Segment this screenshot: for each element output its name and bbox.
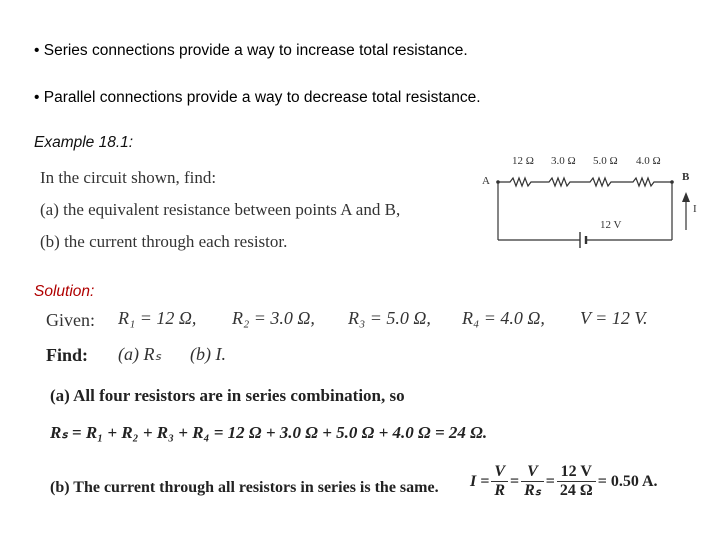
part-a-equation: Rₛ = R₁ + R₂ + R₃ + R₄ = 12 Ω + 3.0 Ω + 5.0 Ω + 4.0 Ω = 24 Ω. [50, 423, 488, 442]
fraction-1-numerator: V [491, 463, 508, 482]
fraction-2-denominator: Rₛ [524, 482, 541, 499]
fraction-1-denominator: R [494, 482, 506, 499]
battery-label: 12 V [600, 219, 622, 231]
resistor-label-r4: 4.0 Ω [636, 155, 661, 167]
fraction-2-numerator: V [521, 463, 544, 482]
fraction-3-numerator: 12 V [557, 463, 596, 482]
resistor-label-r1: 12 Ω [512, 155, 534, 167]
given-r4: R₄ = 4.0 Ω, [462, 308, 545, 328]
current-label: I [693, 203, 697, 215]
problem-part-b: (b) the current through each resistor. [40, 232, 288, 251]
given-r2: R₂ = 3.0 Ω, [232, 308, 315, 328]
solution-title: Solution: [34, 283, 95, 300]
series-resistors-wire [498, 178, 672, 186]
fraction-v-over-rs [521, 463, 544, 500]
part-b-lhs: I = [470, 472, 490, 490]
equals-1: = [510, 472, 520, 490]
given-v: V = 12 V. [580, 308, 648, 328]
fraction-v-over-r [491, 463, 508, 500]
part-b-result: = 0.50 A. [597, 472, 658, 490]
part-b-equation [470, 463, 658, 500]
part-a-text: (a) All four resistors are in series combination, so [50, 386, 405, 405]
current-arrow-head [682, 192, 690, 202]
find-b: (b) I. [190, 344, 226, 364]
problem-part-a: (a) the equivalent resistance between points A and B, [40, 200, 401, 219]
find-a: (a) Rₛ [118, 344, 162, 364]
fraction-12v-over-24ohm [557, 463, 596, 500]
point-a-label: A [482, 175, 490, 187]
fraction-3-denominator: 24 Ω [559, 482, 593, 499]
resistor-label-r3: 5.0 Ω [593, 155, 618, 167]
circuit-diagram [476, 150, 706, 265]
example-title: Example 18.1: [34, 134, 134, 151]
equals-2: = [545, 472, 555, 490]
find-label: Find: [46, 345, 89, 365]
point-b-label: B [682, 171, 690, 183]
given-label: Given: [46, 310, 95, 330]
part-b-text: (b) The current through all resistors in series is the same. [50, 479, 439, 496]
bullet-parallel: • Parallel connections provide a way to decrease total resistance. [34, 89, 481, 106]
resistor-label-r2: 3.0 Ω [551, 155, 576, 167]
bullet-series: • Series connections provide a way to increase total resistance. [34, 42, 468, 59]
problem-intro: In the circuit shown, find: [40, 168, 217, 187]
given-r1: R₁ = 12 Ω, [118, 308, 197, 328]
given-r3: R₃ = 5.0 Ω, [348, 308, 431, 328]
